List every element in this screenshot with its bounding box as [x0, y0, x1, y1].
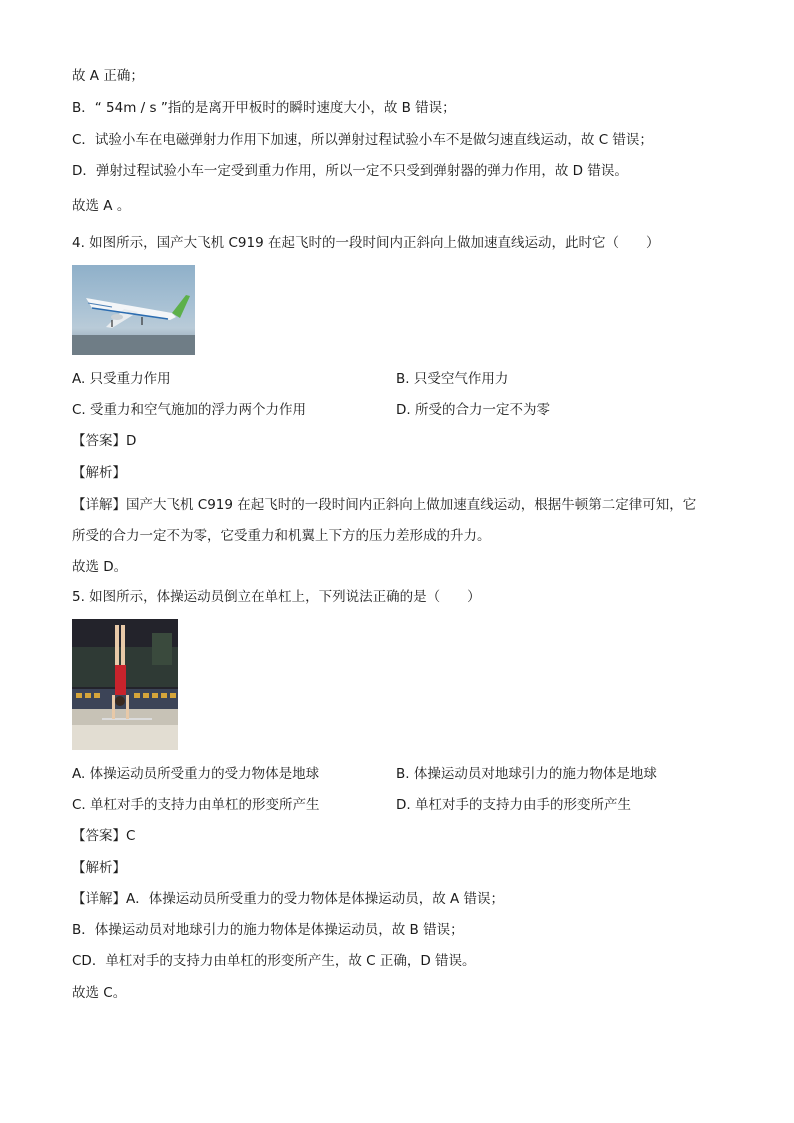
line-5: 故选 A 。 [72, 198, 131, 214]
q5-option-c: C. 单杠对手的支持力由单杠的形变所产生 [72, 797, 320, 813]
q5-detail-2: B．体操运动员对地球引力的施力物体是体操运动员，故 B 错误； [72, 922, 464, 938]
line-2: B．“ 54m / s ”指的是离开甲板时的瞬时速度大小，故 B 错误； [72, 100, 456, 116]
q4-analysis-label: 【解析】 [72, 465, 126, 481]
q4-option-c: C. 受重力和空气施加的浮力两个力作用 [72, 402, 307, 418]
detail-label: 【详解】 [72, 891, 126, 907]
line-4: D．弹射过程试验小车一定受到重力作用，所以一定不只受到弹射器的弹力作用，故 D 错误。 [72, 163, 628, 179]
q5-detail-1 [72, 890, 504, 908]
gymnast-image [72, 619, 178, 750]
answer-value: D [126, 433, 137, 449]
gymnast-photo [72, 619, 178, 750]
q5-answer [72, 827, 135, 845]
q5-detail-3: CD．单杠对手的支持力由单杠的形变所产生，故 C 正确，D 错误。 [72, 953, 476, 969]
q4-detail-2: 所受的合力一定不为零，它受重力和机翼上下方的压力差形成的升力。 [72, 528, 491, 544]
q5-option-b: B. 体操运动员对地球引力的施力物体是地球 [396, 766, 657, 782]
detail-text: A．体操运动员所受重力的受力物体是体操运动员，故 A 错误； [126, 891, 505, 907]
q4-option-d: D. 所受的合力一定不为零 [396, 402, 550, 418]
detail-text: 国产大飞机 C919 在起飞时的一段时间内正斜向上做加速直线运动，根据牛顿第二定律可知，它 [126, 497, 697, 513]
q4-conclusion: 故选 D。 [72, 559, 128, 575]
q5-stem: 5. 如图所示，体操运动员倒立在单杠上，下列说法正确的是（ ） [72, 589, 481, 605]
answer-label: 【答案】 [72, 433, 126, 449]
answer-label: 【答案】 [72, 828, 126, 844]
q5-analysis-label: 【解析】 [72, 860, 126, 876]
q4-detail-1 [72, 496, 696, 514]
q4-answer [72, 432, 136, 450]
answer-value: C [126, 828, 136, 844]
line-1: 故 A 正确； [72, 68, 144, 84]
q5-option-a: A. 体操运动员所受重力的受力物体是地球 [72, 766, 320, 782]
airplane-image [72, 265, 195, 355]
detail-label: 【详解】 [72, 497, 126, 513]
q4-stem: 4. 如图所示，国产大飞机 C919 在起飞时的一段时间内正斜向上做加速直线运动，此时它（ ） [72, 235, 660, 251]
c919-photo [72, 265, 195, 355]
q5-conclusion: 故选 C。 [72, 985, 127, 1001]
q5-option-d: D. 单杠对手的支持力由手的形变所产生 [396, 797, 631, 813]
q4-option-b: B. 只受空气作用力 [396, 371, 509, 387]
line-3: C．试验小车在电磁弹射力作用下加速，所以弹射过程试验小车不是做匀速直线运动，故 C 错误； [72, 132, 653, 148]
q4-option-a: A. 只受重力作用 [72, 371, 171, 387]
